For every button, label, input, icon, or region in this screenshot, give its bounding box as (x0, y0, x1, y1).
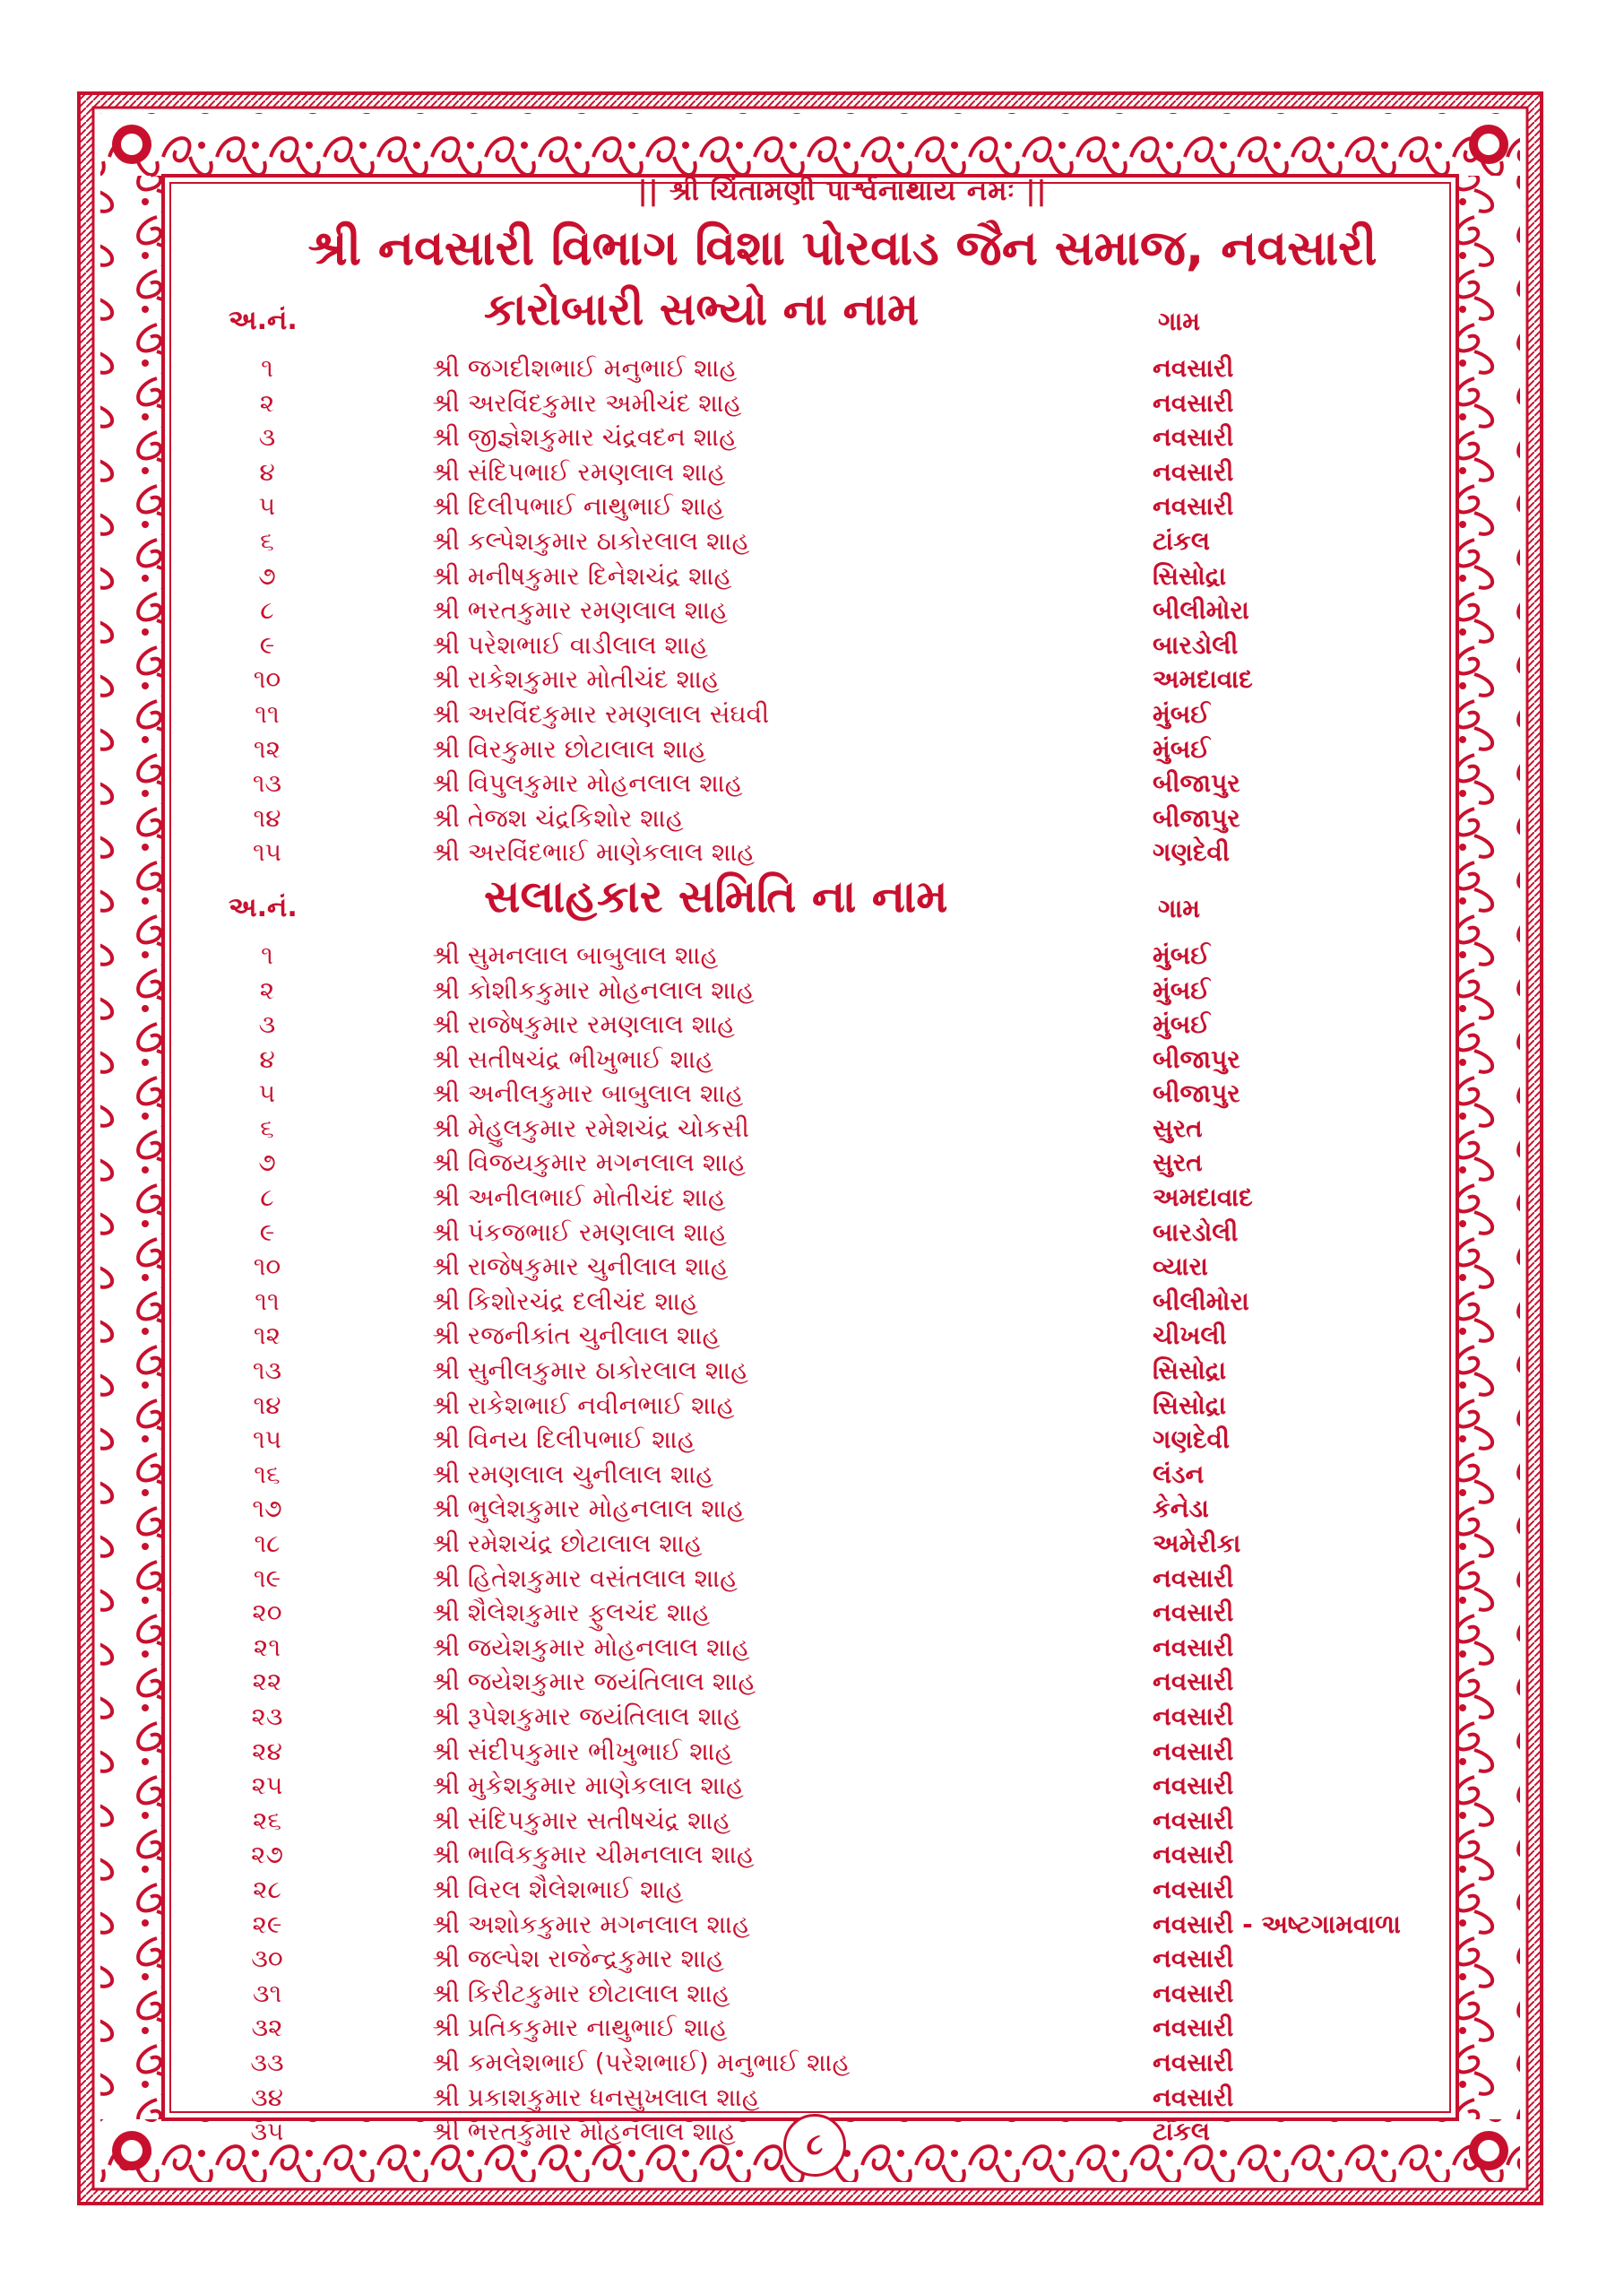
member-name: શ્રી વિરલ શૈલેશભાઈ શાહ (432, 1874, 684, 1904)
serial-number: ૧૨ (253, 1321, 281, 1351)
village-name: મુંબઈ (1153, 940, 1210, 970)
list-item (179, 1043, 1452, 1078)
member-name: શ્રી પ્રકાશકુમાર ધનસુખલાલ શાહ (432, 2082, 760, 2112)
serial-number: ૨૫ (251, 1771, 283, 1801)
member-name: શ્રી સંદિપભાઈ રમણલાલ શાહ (432, 456, 726, 487)
member-name: શ્રી કલ્પેશકુમાર ઠાકોરલાલ શાહ (432, 525, 750, 556)
member-name: શ્રી રાજેષકુમાર રમણલાલ શાહ (432, 1009, 736, 1040)
section-title: કારોબારી સભ્યો ના નામ (484, 283, 920, 335)
member-name: શ્રી કોશીકકુમાર મોહનલાલ શાહ (432, 974, 755, 1005)
village-name: મુંબઈ (1153, 698, 1210, 729)
member-name: શ્રી જીજ્ઞેશકુમાર ચંદ્રવદન શાહ (432, 422, 738, 453)
member-name: શ્રી ભરતકુમાર રમણલાલ શાહ (432, 595, 729, 626)
list-item (179, 1250, 1452, 1285)
serial-number: ૧૪ (253, 802, 281, 833)
member-name: શ્રી મેહુલકુમાર રમેશચંદ્ર ચોકસી (432, 1113, 749, 1143)
list-item (179, 1804, 1452, 1839)
serial-number: ૨૪ (252, 1736, 282, 1766)
list-item (179, 628, 1452, 663)
serial-number: ૧૭ (252, 1494, 282, 1524)
member-name: શ્રી રમેશચંદ્ર છોટાલાલ શાહ (432, 1529, 703, 1558)
serial-number: ૩ (258, 1009, 276, 1040)
village-name: મુંબઈ (1153, 1009, 1210, 1040)
serial-number: ૧૦ (253, 1251, 281, 1282)
member-name: શ્રી રજનીકાંત ચુનીલાલ શાહ (432, 1321, 721, 1351)
member-name: શ્રી જલ્પેશ રાજેન્દ્રકુમાર શાહ (432, 1944, 724, 1974)
serial-number: ૭ (258, 560, 276, 591)
serial-number: ૨ (259, 974, 275, 1005)
member-name: શ્રી ભુલેશકુમાર મોહનલાલ શાહ (432, 1494, 745, 1524)
serial-number: ૩૫ (250, 2117, 284, 2147)
village-name: બીજાપુર (1153, 1078, 1240, 1109)
village-name: નવસારી (1153, 1632, 1234, 1662)
village-name: મુંબઈ (1153, 974, 1210, 1005)
list-item (179, 455, 1452, 490)
page-number: ૮ (783, 2114, 846, 2177)
list-item (179, 420, 1452, 455)
village-name: અમેરીકા (1153, 1529, 1241, 1558)
section-header-advisory (179, 870, 1452, 939)
serial-number: ૨૦ (252, 1598, 282, 1628)
village-name: નવસારી (1153, 1978, 1234, 2008)
serial-number: ૨૨ (252, 1667, 282, 1697)
village-name: સુરત (1153, 1113, 1203, 1143)
list-item (179, 1700, 1452, 1735)
member-name: શ્રી વિનય દિલીપભાઈ શાહ (432, 1425, 695, 1455)
list-item (179, 1146, 1452, 1181)
village-name: સિસોદ્રા (1153, 1390, 1227, 1420)
serial-number: ૧૨ (253, 733, 281, 764)
list-item (179, 1112, 1452, 1147)
serial-number: ૩૨ (251, 2013, 283, 2043)
village-name: સિસોદ્રા (1153, 560, 1227, 591)
list-item (179, 1838, 1452, 1873)
serial-number: ૧૫ (252, 837, 282, 868)
organization-title: શ્રી નવસારી વિભાગ વિશા પોરવાડ જૈન સમાજ, નવસારી (307, 220, 1378, 276)
member-name: શ્રી શૈલેશકુમાર ફુલચંદ શાહ (432, 1598, 711, 1628)
member-name: શ્રી અરવિંદભાઈ માણેકલાલ શાહ (432, 837, 756, 868)
village-name: નવસારી - અષ્ટગામવાળા (1153, 1909, 1401, 1939)
list-item (179, 836, 1452, 870)
list-item (179, 939, 1452, 974)
village-name: બીજાપુર (1153, 802, 1240, 833)
list-item (179, 1181, 1452, 1216)
member-name: શ્રી રાકેશભાઈ નવીનભાઈ શાહ (432, 1390, 735, 1420)
village-name: ટાંકલ (1153, 2117, 1211, 2147)
list-item (179, 697, 1452, 732)
member-name: શ્રી પરેશભાઈ વાડીલાલ શાહ (432, 629, 708, 660)
serial-number: ૩૧ (252, 1978, 282, 2008)
list-item (179, 1492, 1452, 1527)
list-item (179, 1458, 1452, 1493)
list-item (179, 1873, 1452, 1908)
serial-number: ૮ (260, 1182, 274, 1213)
village-name: નવસારી (1153, 491, 1234, 522)
village-name: નવસારી (1153, 387, 1234, 418)
member-name: શ્રી જગદીશભાઈ મનુભાઈ શાહ (432, 353, 738, 383)
village-name: ચીખલી (1153, 1321, 1227, 1351)
serial-number: ૩૪ (250, 2082, 283, 2112)
list-item (179, 1908, 1452, 1943)
list-item (179, 2011, 1452, 2046)
village-name: ગણદેવી (1153, 1425, 1230, 1455)
member-name: શ્રી ભાવિકકુમાર ચીમનલાલ શાહ (432, 1840, 755, 1870)
list-item (179, 732, 1452, 767)
serial-no-label: અ.નં. (229, 305, 298, 336)
member-name: શ્રી સુમનલાલ બાબુલાલ શાહ (432, 940, 719, 970)
serial-number: ૩ (258, 422, 276, 453)
member-name: શ્રી હિતેશકુમાર વસંતલાલ શાહ (432, 1563, 739, 1593)
member-name: શ્રી રાકેશકુમાર મોતીચંદ શાહ (432, 664, 720, 695)
serial-number: ૨૬ (252, 1805, 282, 1835)
member-name: શ્રી જયેશકુમાર જયંતિલાલ શાહ (432, 1667, 756, 1697)
serial-number: ૨૩ (251, 1701, 283, 1731)
serial-number: ૭ (258, 1148, 276, 1178)
list-item (179, 1977, 1452, 2012)
serial-number: ૧ (261, 353, 273, 383)
village-name: નવસારી (1153, 1667, 1234, 1697)
serial-number: ૪ (259, 456, 275, 487)
list-item (179, 1942, 1452, 1977)
village-name: નવસારી (1153, 1874, 1234, 1904)
village-name: અમદાવાદ (1153, 664, 1253, 695)
section-title: સલાહકાર સમિતિ ના નામ (484, 870, 948, 922)
list-item (179, 386, 1452, 421)
village-name: લંડન (1153, 1459, 1205, 1489)
member-name: શ્રી અરવિંદકુમાર અમીચંદ શાહ (432, 387, 742, 418)
serial-number: ૯ (259, 629, 275, 660)
list-item (179, 1008, 1452, 1043)
list-item (179, 1665, 1452, 1700)
serial-number: ૫ (258, 491, 276, 522)
serial-number: ૧૮ (254, 1529, 281, 1558)
serial-number: ૩૩ (250, 2047, 284, 2077)
serial-number: ૯ (259, 1217, 275, 1247)
list-item (179, 663, 1452, 697)
serial-number: ૬ (260, 525, 274, 556)
serial-number: ૧૫ (252, 1425, 282, 1455)
village-label: ગામ (1158, 893, 1201, 923)
member-name: શ્રી જયેશકુમાર મોહનલાલ શાહ (432, 1632, 750, 1662)
serial-number: ૨૭ (251, 1840, 283, 1870)
village-name: વ્યારા (1153, 1251, 1208, 1282)
member-name: શ્રી અનીલકુમાર બાબુલાલ શાહ (432, 1078, 744, 1109)
list-item (179, 766, 1452, 801)
village-name: નવસારી (1153, 1840, 1234, 1870)
member-name: શ્રી રાજેષકુમાર ચુનીલાલ શાહ (432, 1251, 729, 1282)
village-name: નવસારી (1153, 456, 1234, 487)
village-name: નવસારી (1153, 1563, 1234, 1593)
village-name: બારડોલી (1153, 1217, 1239, 1247)
serial-number: ૨ (259, 387, 275, 418)
serial-number: ૧૩ (252, 1355, 282, 1386)
member-name: શ્રી મનીષકુમાર દિનેશચંદ્ર શાહ (432, 560, 732, 591)
list-item (179, 1285, 1452, 1320)
list-item (179, 1562, 1452, 1597)
village-name: બારડોલી (1153, 629, 1239, 660)
list-item (179, 593, 1452, 628)
village-name: નવસારી (1153, 1944, 1234, 1974)
serial-number: ૫ (258, 1078, 276, 1109)
member-name: શ્રી રમણલાલ ચુનીલાલ શાહ (432, 1459, 714, 1489)
executive-members-list (179, 351, 1452, 870)
serial-number: ૧૩ (252, 768, 282, 799)
member-name: શ્રી પ્રતિકકુમાર નાથુભાઈ શાહ (432, 2013, 728, 2043)
page-content (179, 170, 1452, 2150)
village-name: અમદાવાદ (1153, 1182, 1253, 1213)
member-name: શ્રી વિરકુમાર છોટાલાલ શાહ (432, 733, 707, 764)
member-name: શ્રી વિપુલકુમાર મોહનલાલ શાહ (432, 768, 743, 799)
member-name: શ્રી સુનીલકુમાર ઠાકોરલાલ શાહ (432, 1355, 749, 1386)
list-item (179, 489, 1452, 524)
member-name: શ્રી વિજયકુમાર મગનલાલ શાહ (432, 1148, 747, 1178)
serial-number: ૮ (260, 595, 274, 626)
member-name: શ્રી અરવિંદકુમાર રમણલાલ સંઘવી (432, 698, 770, 729)
village-name: નવસારી (1153, 422, 1234, 453)
member-name: શ્રી કમલેશભાઈ (પરેશભાઈ) મનુભાઈ શાહ (432, 2047, 851, 2077)
serial-number: ૨૧ (253, 1632, 281, 1662)
list-item (179, 1423, 1452, 1458)
member-name: શ્રી રૂપેશકુમાર જયંતિલાલ શાહ (432, 1701, 741, 1731)
member-name: શ્રી મુકેશકુમાર માણેકલાલ શાહ (432, 1771, 744, 1801)
member-name: શ્રી કિરીટકુમાર છોટાલાલ શાહ (432, 1978, 730, 2008)
village-name: સિસોદ્રા (1153, 1355, 1227, 1386)
village-name: ગણદેવી (1153, 837, 1230, 868)
list-item (179, 1631, 1452, 1666)
member-name: શ્રી અનીલભાઈ મોતીચંદ શાહ (432, 1182, 726, 1213)
serial-no-label: અ.નં. (229, 891, 298, 923)
village-name: મુંબઈ (1153, 733, 1210, 764)
list-item (179, 1389, 1452, 1424)
village-name: નવસારી (1153, 1771, 1234, 1801)
list-item (179, 2081, 1452, 2116)
village-label: ગામ (1158, 307, 1201, 336)
list-item (179, 974, 1452, 1009)
village-name: કેનેડા (1153, 1494, 1209, 1524)
member-name: શ્રી સંદીપકુમાર ભીખુભાઈ શાહ (432, 1736, 733, 1766)
member-name: શ્રી સતીષચંદ્ર ભીખુભાઈ શાહ (432, 1044, 714, 1074)
member-name: શ્રી અશોકકુમાર મગનલાલ શાહ (432, 1909, 750, 1939)
village-name: નવસારી (1153, 1598, 1234, 1628)
list-item (179, 1216, 1452, 1251)
serial-number: ૨૮ (253, 1874, 281, 1904)
village-name: ટાંકલ (1153, 525, 1211, 556)
serial-number: ૨૯ (252, 1909, 282, 1939)
serial-number: ૬ (260, 1113, 274, 1143)
serial-number: ૧૯ (253, 1563, 281, 1593)
list-item (179, 1527, 1452, 1562)
serial-number: ૧૧ (255, 1286, 280, 1316)
village-name: નવસારી (1153, 1701, 1234, 1731)
member-name: શ્રી દિલીપભાઈ નાથુભાઈ શાહ (432, 491, 725, 522)
list-item (179, 351, 1452, 386)
serial-number: ૧૧ (255, 698, 280, 729)
serial-number: ૧ (261, 940, 273, 970)
serial-number: ૧૪ (253, 1390, 281, 1420)
member-name: શ્રી તેજશ ચંદ્રકિશોર શાહ (432, 802, 684, 833)
list-item (179, 1596, 1452, 1631)
serial-number: ૩૦ (251, 1944, 283, 1974)
section-header-executive (179, 283, 1452, 351)
member-name: શ્રી સંદિપકુમાર સતીષચંદ્ર શાહ (432, 1805, 731, 1835)
member-name: શ્રી કિશોરચંદ્ર દલીચંદ શાહ (432, 1286, 698, 1316)
serial-number: ૪ (259, 1044, 275, 1074)
list-item (179, 1735, 1452, 1770)
village-name: બીલીમોરા (1153, 595, 1249, 626)
list-item (179, 524, 1452, 559)
member-name: શ્રી ભરતકુમાર મોહનલાલ શાહ (432, 2117, 736, 2147)
list-item (179, 1319, 1452, 1354)
list-item (179, 801, 1452, 836)
list-item (179, 1354, 1452, 1389)
invocation-text: || શ્રી ચિંતામણી પાર્શ્વનાથાય નમઃ || (637, 176, 1048, 207)
village-name: બીજાપુર (1153, 768, 1240, 799)
village-name: નવસારી (1153, 353, 1234, 383)
village-name: સુરત (1153, 1148, 1203, 1178)
village-name: બીજાપુર (1153, 1044, 1240, 1074)
list-item (179, 2046, 1452, 2081)
list-item (179, 1077, 1452, 1112)
village-name: નવસારી (1153, 1805, 1234, 1835)
member-name: શ્રી પંકજભાઈ રમણલાલ શાહ (432, 1217, 728, 1247)
serial-number: ૧૬ (254, 1459, 281, 1489)
village-name: નવસારી (1153, 1736, 1234, 1766)
village-name: નવસારી (1153, 2082, 1234, 2112)
village-name: નવસારી (1153, 2047, 1234, 2077)
village-name: નવસારી (1153, 2013, 1234, 2043)
advisory-members-list (179, 939, 1452, 2150)
village-name: બીલીમોરા (1153, 1286, 1249, 1316)
list-item (179, 559, 1452, 594)
list-item (179, 1769, 1452, 1804)
serial-number: ૧૦ (253, 664, 281, 695)
